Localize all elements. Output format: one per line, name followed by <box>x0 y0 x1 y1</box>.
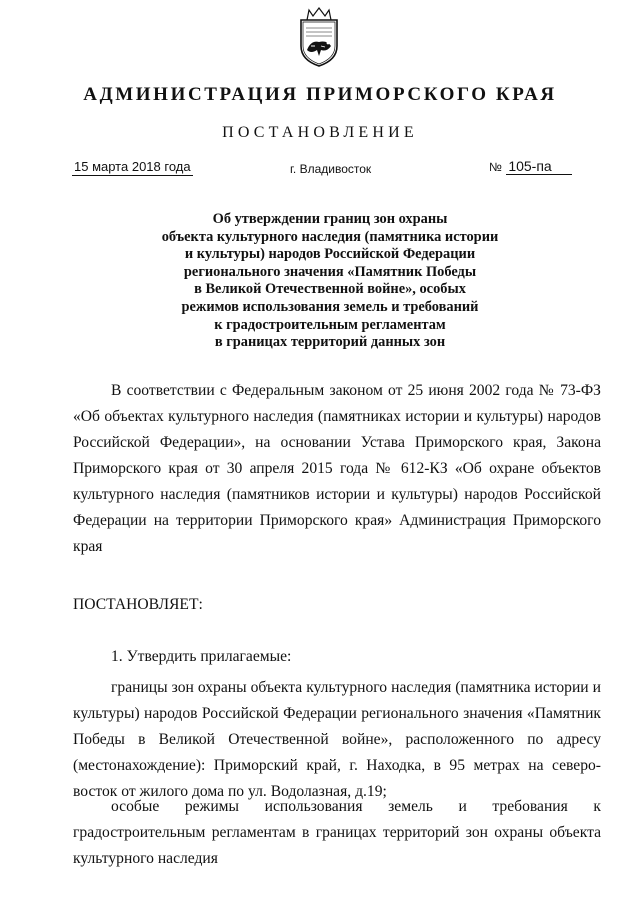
subject-line: в границах территорий данных зон <box>214 334 446 351</box>
item-1-clause-regimes: особые режимы использования земель и требования к градостроительным регламентам в границах территорий зон охраны объекта культурного наследия <box>73 798 601 867</box>
document-date: 15 марта 2018 года <box>74 159 191 174</box>
subject-line: в Великой Отечественной войне», особых <box>194 281 466 298</box>
decree-heading: ПОСТАНОВЛЯЕТ: <box>73 596 203 613</box>
document-subject <box>120 211 540 352</box>
document-number-field <box>489 158 572 176</box>
subject-line: и культуры) народов Российской Федерации <box>184 246 476 263</box>
document-number: 105-па <box>506 158 572 175</box>
organization-title: АДМИНИСТРАЦИЯ ПРИМОРСКОГО КРАЯ <box>83 84 557 105</box>
item-1-clause-boundaries: границы зон охраны объекта культурного наследия (памятника истории и культуры) народов Российской Федерации регионального значения «Памятник Победы в Великой Отечественной войне», расположенного по адресу (местонахождение): Приморский край, г. Находка, в 95 метрах на северо-восток от жилого дома по ул. Водолазная, д.19; <box>73 679 601 800</box>
subject-line: к градостроительным регламентам <box>214 316 446 333</box>
subject-line: Об утверждении границ зон охраны <box>212 211 448 227</box>
subject-line: объекта культурного наследия (памятника истории <box>161 228 499 245</box>
number-sign: № <box>489 160 502 174</box>
document-type: ПОСТАНОВЛЕНИЕ <box>222 124 418 141</box>
item-1: 1. Утвердить прилагаемые: <box>111 648 292 665</box>
subject-line: режимов использования земель и требований <box>181 298 479 315</box>
preamble-paragraph: В соответствии с Федеральным законом от 25 июня 2002 года № 73-ФЗ «Об объектах культурного наследия (памятниках истории и культуры) народов Российской Федерации», на основании Устава Приморского края, Закона Приморского края от 30 апреля 2015 года № 612-КЗ «Об охране объектов культурного наследия (памятников истории и культуры) народов Российской Федерации на территории Приморского края» Администрация Приморского края <box>73 382 601 555</box>
subject-line: регионального значения «Памятник Победы <box>183 263 477 280</box>
coat-of-arms-icon <box>297 6 341 68</box>
document-city: г. Владивосток <box>290 162 372 176</box>
